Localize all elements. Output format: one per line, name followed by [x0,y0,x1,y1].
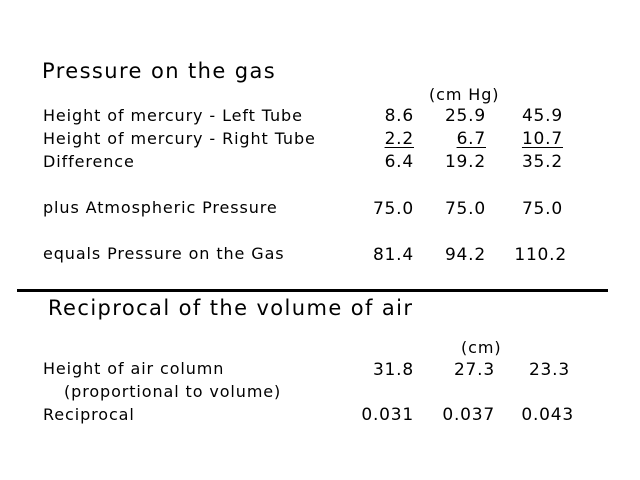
value-col-2: 0.037 [442,405,495,425]
value-col-3: 75.0 [521,199,563,219]
value-col-1: 31.8 [372,360,414,380]
value-col-2: 25.9 [444,106,486,126]
value-col-1: 81.4 [372,245,414,265]
row-label: Height of mercury - Right Tube [43,129,316,148]
row-label: Difference [43,152,135,171]
value-col-3: 10.7 [521,129,563,149]
value-col-3: 45.9 [521,106,563,126]
row-label: plus Atmospheric Pressure [43,198,278,217]
value-col-3: 0.043 [521,405,574,425]
value-col-2: 94.2 [444,245,486,265]
value-col-1: 6.4 [384,152,414,172]
value-col-1: 8.6 [384,106,414,126]
value-col-2: 75.0 [444,199,486,219]
row-sublabel: (proportional to volume) [64,382,282,401]
value-col-1: 2.2 [384,129,414,149]
value-col-2: 27.3 [453,360,495,380]
row-label: Height of air column [43,359,225,378]
value-col-1: 75.0 [372,199,414,219]
value-col-3: 23.3 [528,360,570,380]
section-title-reciprocal: Reciprocal of the volume of air [48,296,414,320]
units-label-cm: (cm) [461,338,502,357]
row-label: Height of mercury - Left Tube [43,106,303,125]
value-col-1: 0.031 [361,405,414,425]
section-title-pressure: Pressure on the gas [42,59,277,83]
row-label: Reciprocal [43,405,135,424]
row-label: equals Pressure on the Gas [43,244,285,263]
value-col-3: 110.2 [514,245,567,265]
section-divider [17,289,608,292]
value-col-2: 6.7 [456,129,486,149]
value-col-2: 19.2 [444,152,486,172]
units-label-cmhg: (cm Hg) [429,85,500,104]
value-col-3: 35.2 [521,152,563,172]
